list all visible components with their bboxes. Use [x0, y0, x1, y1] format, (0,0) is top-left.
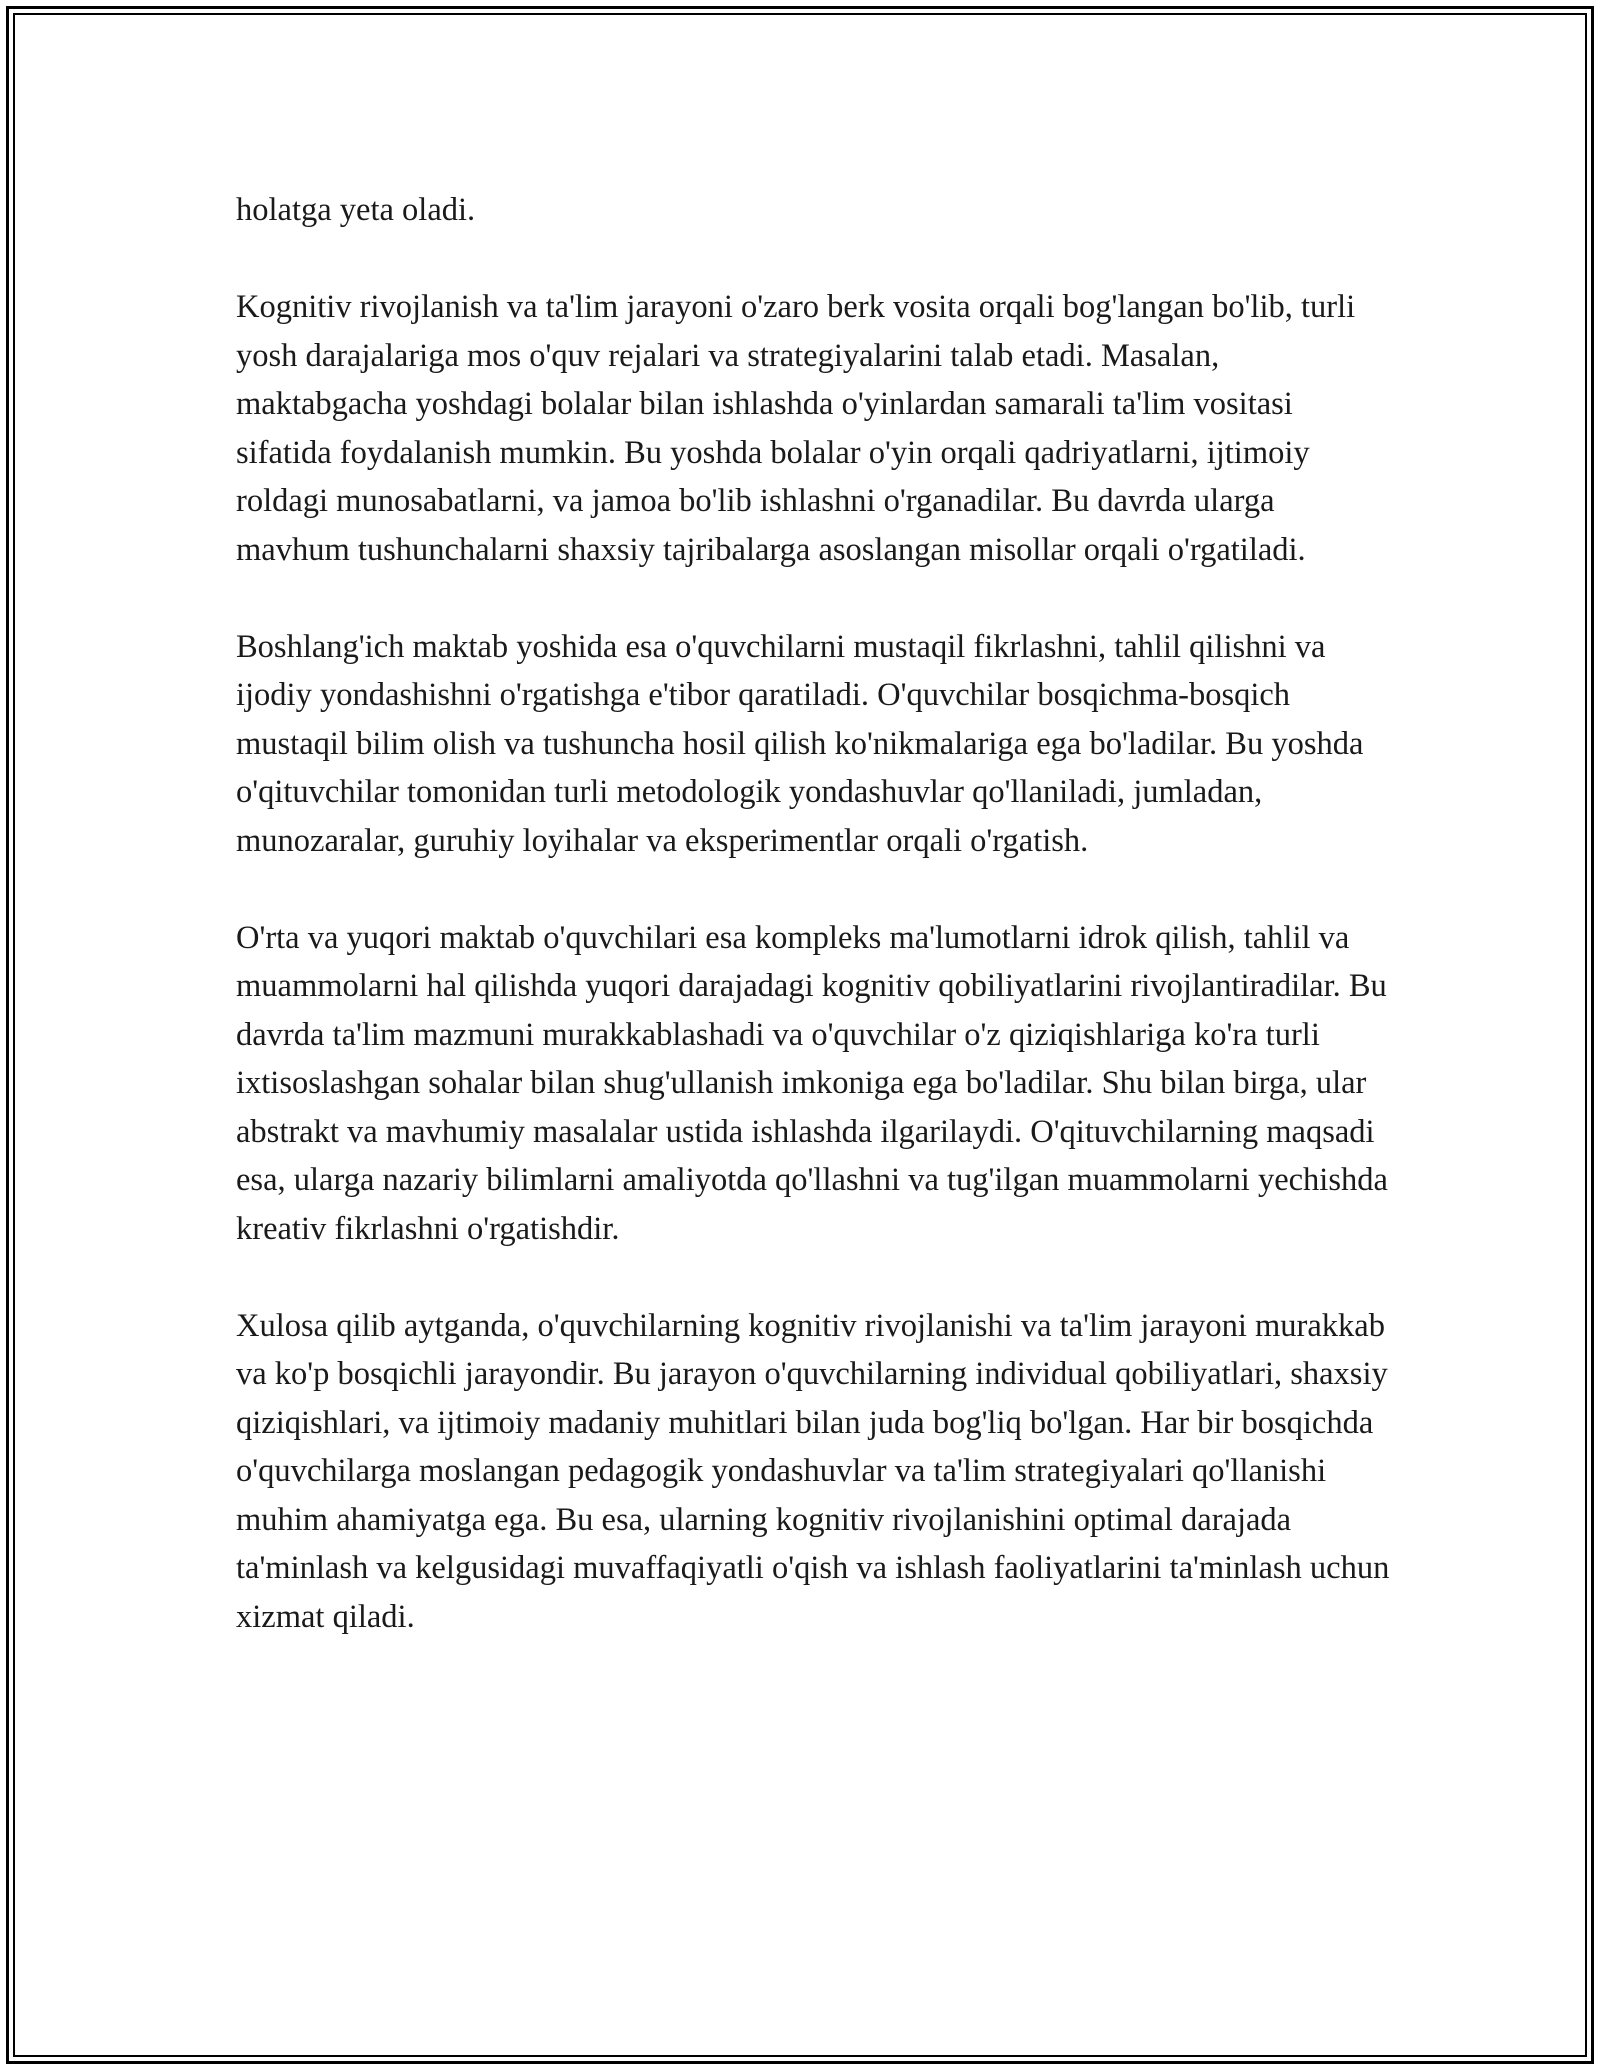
paragraph-continuation: holatga yeta oladi. [236, 192, 476, 228]
paragraph-secondary-school: O'rta va yuqori maktab o'quvchilari esa kompleks ma'lumotlarni idrok qilish, tahlil va muammolarni hal qilishda yuqori darajadagi kognitiv qobiliyatlarini rivojlantiradilar. Bu davrda ta'lim mazmuni murakkablashadi va o'quvchilar o'z qiziqishlariga ko'ra turli ixtisoslashgan sohalar bilan shug'ullanish imkoniga ega bo'ladilar. Shu bilan birga, ular abstrakt va mavhumiy masalalar ustida ishlashda ilgarilaydi. O'qituvchilarning maqsadi esa, ularga nazariy bilimlarni amaliyotda qo'llashni va tug'ilgan muammolarni yechishda kreativ fikrlashni o'rgatishdir. [236, 919, 1388, 1247]
document-body [236, 186, 1396, 1690]
paragraph-primary-school: Boshlang'ich maktab yoshida esa o'quvchilarni mustaqil fikrlashni, tahlil qilishni va ijodiy yondashishni o'rgatishga e'tibor qaratiladi. O'quvchilar bosqichma-bosqich mustaqil bilim olish va tushuncha hosil qilish ko'nikmalariga ega bo'ladilar. Bu yoshda o'qituvchilar tomonidan turli metodologik yondashuvlar qo'llaniladi, jumladan, munozaralar, guruhiy loyihalar va eksperimentlar orqali o'rgatish. [236, 628, 1364, 859]
paragraph-cognitive-development: Kognitiv rivojlanish va ta'lim jarayoni o'zaro berk vosita orqali bog'langan bo'lib, turli yosh darajalariga mos o'quv rejalari va strategiyalarini talab etadi. Masalan, maktabgacha yoshdagi bolalar bilan ishlashda o'yinlardan samarali ta'lim vositasi sifatida foydalanish mumkin. Bu yoshda bolalar o'yin orqali qadriyatlarni, ijtimoiy roldagi munosabatlarni, va jamoa bo'lib ishlashni o'rganadilar. Bu davrda ularga mavhum tushunchalarni shaxsiy tajribalarga asoslangan misollar orqali o'rgatiladi. [236, 289, 1356, 568]
paragraph-conclusion: Xulosa qilib aytganda, o'quvchilarning kognitiv rivojlanishi va ta'lim jarayoni murakkab va ko'p bosqichli jarayondir. Bu jarayon o'quvchilarning individual qobiliyatlari, shaxsiy qiziqishlari, va ijtimoiy madaniy muhitlari bilan juda bog'liq bo'lgan. Har bir bosqichda o'quvchilarga moslangan pedagogik yondashuvlar va ta'lim strategiyalari qo'llanishi muhim ahamiyatga ega. Bu esa, ularning kognitiv rivojlanishini optimal darajada ta'minlash va kelgusidagi muvaffaqiyatli o'qish va ishlash faoliyatlarini ta'minlash uchun xizmat qiladi. [236, 1307, 1390, 1635]
